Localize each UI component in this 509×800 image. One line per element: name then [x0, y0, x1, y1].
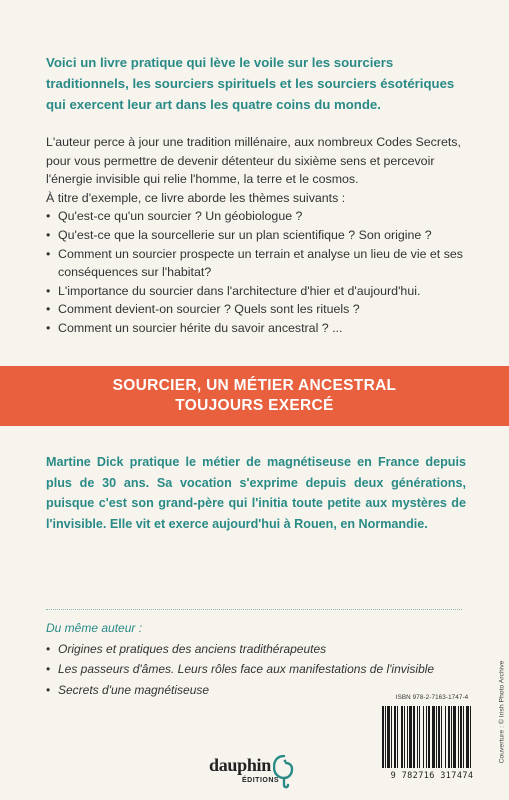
barcode-bar	[401, 706, 403, 768]
work-item: • Origines et pratiques des anciens tradithérapeutes	[46, 639, 466, 660]
work-item: • Les passeurs d'âmes. Leurs rôles face aux manifestations de l'invisible	[46, 659, 466, 680]
bullet-icon: •	[46, 302, 51, 317]
theme-item: • Comment un sourcier prospecte un terrain et analyse un lieu de vie et ses conséquences sur l'habitat?	[46, 246, 463, 280]
cover-credit	[496, 632, 508, 792]
barcode-bar	[470, 706, 471, 768]
barcode-bar	[438, 706, 440, 768]
publisher-logo	[209, 755, 297, 795]
barcode-bar	[387, 706, 390, 768]
barcode-bar	[391, 706, 392, 768]
themes-intro: À titre d'exemple, ce livre aborde les thèmes suivants :	[46, 190, 346, 205]
bullet-icon: •	[46, 227, 51, 242]
bullet-icon: •	[46, 641, 51, 656]
barcode-bar	[448, 706, 450, 768]
barcode-bar	[466, 706, 469, 768]
publisher-sub: ÉDITIONS	[242, 777, 280, 784]
barcode-bar	[458, 706, 459, 768]
barcode-bar	[436, 706, 437, 768]
barcode-bar	[419, 706, 420, 768]
intro-text: Voici un livre pratique qui lève le voile sur les sourciers traditionnels, les sourciers spirituels et les sourciers ésotériques qui exercent leur art dans les quatre coins du monde.	[46, 55, 455, 112]
barcode-bar	[460, 706, 462, 768]
bullet-icon: •	[46, 662, 51, 676]
theme-item: • Comment un sourcier hérite du savoir ancestral ? ...	[46, 319, 466, 338]
barcode-bar	[407, 706, 408, 768]
banner-line-2: TOUJOURS EXERCÉ	[175, 397, 334, 414]
banner-line-1: SOURCIER, UN MÉTIER ANCESTRAL	[112, 377, 397, 394]
works-list	[46, 639, 466, 701]
barcode-bar	[453, 706, 456, 768]
bullet-icon: •	[46, 209, 51, 224]
seahorse-icon	[273, 755, 295, 789]
work-item: • Secrets d'une magnétiseuse	[46, 680, 466, 701]
barcode-bar	[397, 706, 398, 768]
bullet-icon: •	[46, 246, 51, 261]
barcode-bar	[394, 706, 396, 768]
section-divider	[46, 609, 462, 610]
bullet-icon: •	[46, 682, 51, 697]
works-title: Du même auteur :	[46, 621, 143, 635]
barcode-bar	[385, 706, 386, 768]
description-paragraph: L'auteur perce à jour une tradition millénaire, aux nombreux Codes Secrets, pour vous permettre de devenir détenteur du sixième sens et percevoir l'énergie invisible qui relie l'homme, la terre et le cosmos.	[46, 135, 461, 187]
headline-banner	[0, 366, 509, 426]
barcode-bar	[445, 706, 446, 768]
barcode-bar	[451, 706, 452, 768]
barcode-bar	[382, 706, 384, 768]
barcode-icon	[380, 706, 484, 770]
barcode-bar	[409, 706, 412, 768]
barcode-area	[378, 694, 486, 796]
barcode-bar	[423, 706, 424, 768]
barcode-bar	[463, 706, 464, 768]
author-works-section	[46, 618, 466, 700]
barcode-bar	[441, 706, 442, 768]
barcode-bar	[428, 706, 430, 768]
theme-item: • Qu'est-ce que la sourcellerie sur un plan scientifique ? Son origine ?	[46, 226, 466, 245]
theme-item: • Comment devient-on sourcier ? Quels sont les rituels ?	[46, 300, 466, 319]
bullet-icon: •	[46, 320, 51, 335]
barcode-bar	[432, 706, 435, 768]
barcode-digits: 9 782716 317474	[390, 771, 474, 781]
barcode-bar	[426, 706, 427, 768]
cover-credit-text: Couverture : © Irish Photo Archive	[498, 660, 506, 764]
barcode-bar	[404, 706, 405, 768]
themes-list	[46, 207, 466, 337]
isbn-text: ISBN 978-2-7163-1747-4	[395, 694, 469, 701]
author-bio: Martine Dick pratique le métier de magnétiseuse en France depuis plus de 30 ans. Sa vocation s'exprime depuis deux générations, puisque c'est son grand-père qui l'initia toute petite aux mystères de l'invisible. Elle vit et exerce aujourd'hui à Rouen, en Normandie.	[46, 455, 466, 531]
description-section	[46, 133, 466, 338]
barcode-bar	[413, 706, 415, 768]
theme-item: • L'importance du sourcier dans l'architecture d'hier et d'aujourd'hui.	[46, 282, 466, 301]
barcode-bar	[417, 706, 418, 768]
bullet-icon: •	[46, 283, 51, 298]
theme-item: • Qu'est-ce qu'un sourcier ? Un géobiologue ?	[46, 207, 466, 226]
publisher-name: dauphin	[209, 755, 271, 775]
